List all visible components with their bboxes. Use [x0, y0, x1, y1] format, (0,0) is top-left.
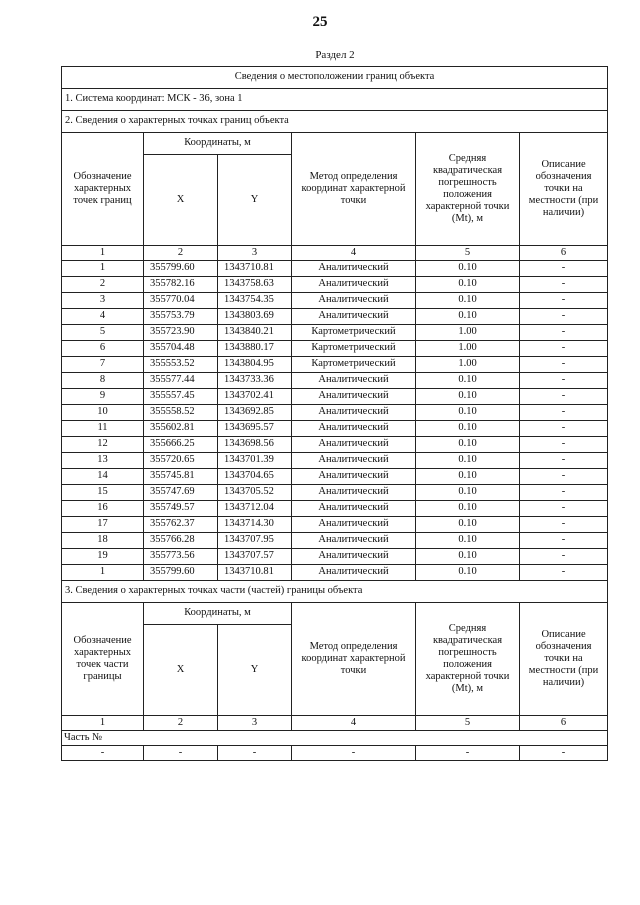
description: - [520, 261, 608, 277]
column-number: 6 [520, 716, 608, 731]
y-coordinate: 1343880.17 [218, 341, 292, 357]
x-coordinate: 355770.04 [144, 293, 218, 309]
point-number: 11 [62, 421, 144, 437]
description: - [520, 549, 608, 565]
point-number: 17 [62, 517, 144, 533]
table-row [62, 261, 608, 277]
point-number: 9 [62, 389, 144, 405]
y-coordinate: 1343695.57 [218, 421, 292, 437]
column-number: 5 [416, 716, 520, 731]
method: Аналитический [292, 421, 416, 437]
method: Аналитический [292, 469, 416, 485]
section2-title: 2. Сведения о характерных точках границ объекта [62, 111, 608, 133]
x-coordinate: 355745.81 [144, 469, 218, 485]
mt-error: 0.10 [416, 277, 520, 293]
column-number: 6 [520, 246, 608, 261]
method: Картометрический [292, 341, 416, 357]
mt-error: 0.10 [416, 517, 520, 533]
table-row [62, 549, 608, 565]
point-number: 13 [62, 453, 144, 469]
y-coordinate: 1343754.35 [218, 293, 292, 309]
column-number-row [62, 716, 608, 731]
table-row [62, 405, 608, 421]
method: Аналитический [292, 309, 416, 325]
mt-error: 0.10 [416, 565, 520, 581]
mt-error: 1.00 [416, 341, 520, 357]
table-row [62, 453, 608, 469]
x-coordinate: 355799.60 [144, 565, 218, 581]
y-coordinate: 1343707.57 [218, 549, 292, 565]
x-coordinate: 355782.16 [144, 277, 218, 293]
method: Аналитический [292, 437, 416, 453]
column-number: 3 [218, 716, 292, 731]
description: - [520, 437, 608, 453]
mt-error: 0.10 [416, 501, 520, 517]
point-number: 12 [62, 437, 144, 453]
empty-cell: - [292, 746, 416, 761]
column-number: 1 [62, 246, 144, 261]
description: - [520, 389, 608, 405]
table-row [62, 309, 608, 325]
header-method: Метод определения координат характерной точки [292, 133, 416, 246]
method: Картометрический [292, 325, 416, 341]
x-coordinate: 355753.79 [144, 309, 218, 325]
point-number: 4 [62, 309, 144, 325]
method: Аналитический [292, 405, 416, 421]
page-number: 25 [312, 14, 328, 30]
method: Аналитический [292, 501, 416, 517]
y-coordinate: 1343733.36 [218, 373, 292, 389]
x-coordinate: 355723.90 [144, 325, 218, 341]
empty-cell: - [416, 746, 520, 761]
point-number: 1 [62, 261, 144, 277]
point-number: 1 [62, 565, 144, 581]
column-number: 4 [292, 716, 416, 731]
empty-cell: - [62, 746, 144, 761]
y-coordinate: 1343712.04 [218, 501, 292, 517]
point-number: 16 [62, 501, 144, 517]
mt-error: 0.10 [416, 421, 520, 437]
mt-error: 0.10 [416, 309, 520, 325]
x-coordinate: 355766.28 [144, 533, 218, 549]
header-error: Средняя квадратическая погрешность положения характерной точки (Mt), м [416, 603, 520, 716]
x-coordinate: 355557.45 [144, 389, 218, 405]
y-coordinate: 1343758.63 [218, 277, 292, 293]
point-number: 10 [62, 405, 144, 421]
point-number: 18 [62, 533, 144, 549]
header-error: Средняя квадратическая погрешность положения характерной точки (Mt), м [416, 133, 520, 246]
table-row [62, 533, 608, 549]
x-coordinate: 355577.44 [144, 373, 218, 389]
x-coordinate: 355749.57 [144, 501, 218, 517]
table-row [62, 277, 608, 293]
description: - [520, 485, 608, 501]
header-description: Описание обозначения точки на местности (при наличии) [520, 603, 608, 716]
y-coordinate: 1343702.41 [218, 389, 292, 405]
header-coordinates: Координаты, м [144, 603, 292, 625]
description: - [520, 341, 608, 357]
mt-error: 0.10 [416, 469, 520, 485]
table-row [62, 746, 608, 761]
y-coordinate: 1343705.52 [218, 485, 292, 501]
table-row [62, 437, 608, 453]
mt-error: 0.10 [416, 533, 520, 549]
point-number: 6 [62, 341, 144, 357]
description: - [520, 325, 608, 341]
y-coordinate: 1343804.95 [218, 357, 292, 373]
table-row [62, 293, 608, 309]
x-coordinate: 355747.69 [144, 485, 218, 501]
header-y: Y [218, 625, 292, 716]
method: Аналитический [292, 549, 416, 565]
table-row [62, 373, 608, 389]
header-designation-part: Обозначение характерных точек части границы [62, 603, 144, 716]
method: Аналитический [292, 373, 416, 389]
coord-system: 1. Система координат: МСК - 36, зона 1 [62, 89, 608, 111]
description: - [520, 421, 608, 437]
table-row [62, 325, 608, 341]
header-x: X [144, 625, 218, 716]
description: - [520, 405, 608, 421]
section-label: Раздел 2 [315, 49, 355, 61]
method: Аналитический [292, 389, 416, 405]
x-coordinate: 355762.37 [144, 517, 218, 533]
column-number: 5 [416, 246, 520, 261]
mt-error: 0.10 [416, 261, 520, 277]
y-coordinate: 1343704.65 [218, 469, 292, 485]
point-number: 7 [62, 357, 144, 373]
description: - [520, 309, 608, 325]
table-row [62, 421, 608, 437]
y-coordinate: 1343840.21 [218, 325, 292, 341]
mt-error: 0.10 [416, 389, 520, 405]
description: - [520, 501, 608, 517]
mt-error: 0.10 [416, 405, 520, 421]
y-coordinate: 1343710.81 [218, 565, 292, 581]
y-coordinate: 1343707.95 [218, 533, 292, 549]
table-row [62, 565, 608, 581]
method: Аналитический [292, 517, 416, 533]
part-label: Часть № [62, 731, 608, 746]
x-coordinate: 355773.56 [144, 549, 218, 565]
method: Аналитический [292, 277, 416, 293]
mt-error: 0.10 [416, 293, 520, 309]
point-number: 15 [62, 485, 144, 501]
table-title: Сведения о местоположении границ объекта [62, 67, 608, 89]
header-method: Метод определения координат характерной точки [292, 603, 416, 716]
x-coordinate: 355553.52 [144, 357, 218, 373]
description: - [520, 565, 608, 581]
description: - [520, 277, 608, 293]
method: Аналитический [292, 293, 416, 309]
mt-error: 1.00 [416, 325, 520, 341]
point-number: 8 [62, 373, 144, 389]
column-number: 2 [144, 716, 218, 731]
table-row [62, 485, 608, 501]
table-row [62, 389, 608, 405]
section3-title: 3. Сведения о характерных точках части (частей) границы объекта [62, 581, 608, 603]
description: - [520, 357, 608, 373]
mt-error: 0.10 [416, 453, 520, 469]
y-coordinate: 1343710.81 [218, 261, 292, 277]
header-description: Описание обозначения точки на местности (при наличии) [520, 133, 608, 246]
header-designation: Обозначение характерных точек границ [62, 133, 144, 246]
table-row [62, 501, 608, 517]
table-row [62, 469, 608, 485]
mt-error: 0.10 [416, 549, 520, 565]
y-coordinate: 1343698.56 [218, 437, 292, 453]
y-coordinate: 1343701.39 [218, 453, 292, 469]
point-number: 2 [62, 277, 144, 293]
header-coordinates: Координаты, м [144, 133, 292, 155]
mt-error: 0.10 [416, 485, 520, 501]
table-row [62, 357, 608, 373]
mt-error: 0.10 [416, 437, 520, 453]
point-number: 14 [62, 469, 144, 485]
description: - [520, 293, 608, 309]
column-number-row [62, 246, 608, 261]
x-coordinate: 355720.65 [144, 453, 218, 469]
column-number: 3 [218, 246, 292, 261]
x-coordinate: 355704.48 [144, 341, 218, 357]
column-number: 2 [144, 246, 218, 261]
header-x: X [144, 155, 218, 246]
method: Аналитический [292, 533, 416, 549]
y-coordinate: 1343714.30 [218, 517, 292, 533]
mt-error: 1.00 [416, 357, 520, 373]
x-coordinate: 355799.60 [144, 261, 218, 277]
x-coordinate: 355666.25 [144, 437, 218, 453]
empty-cell: - [520, 746, 608, 761]
description: - [520, 533, 608, 549]
description: - [520, 453, 608, 469]
empty-cell: - [218, 746, 292, 761]
method: Аналитический [292, 485, 416, 501]
method: Аналитический [292, 453, 416, 469]
table-row [62, 341, 608, 357]
method: Картометрический [292, 357, 416, 373]
boundary-table [61, 66, 608, 761]
description: - [520, 469, 608, 485]
header-y: Y [218, 155, 292, 246]
method: Аналитический [292, 565, 416, 581]
point-number: 5 [62, 325, 144, 341]
point-number: 3 [62, 293, 144, 309]
x-coordinate: 355602.81 [144, 421, 218, 437]
y-coordinate: 1343803.69 [218, 309, 292, 325]
column-number: 4 [292, 246, 416, 261]
empty-cell: - [144, 746, 218, 761]
mt-error: 0.10 [416, 373, 520, 389]
point-number: 19 [62, 549, 144, 565]
description: - [520, 373, 608, 389]
description: - [520, 517, 608, 533]
column-number: 1 [62, 716, 144, 731]
method: Аналитический [292, 261, 416, 277]
y-coordinate: 1343692.85 [218, 405, 292, 421]
x-coordinate: 355558.52 [144, 405, 218, 421]
table-row [62, 517, 608, 533]
